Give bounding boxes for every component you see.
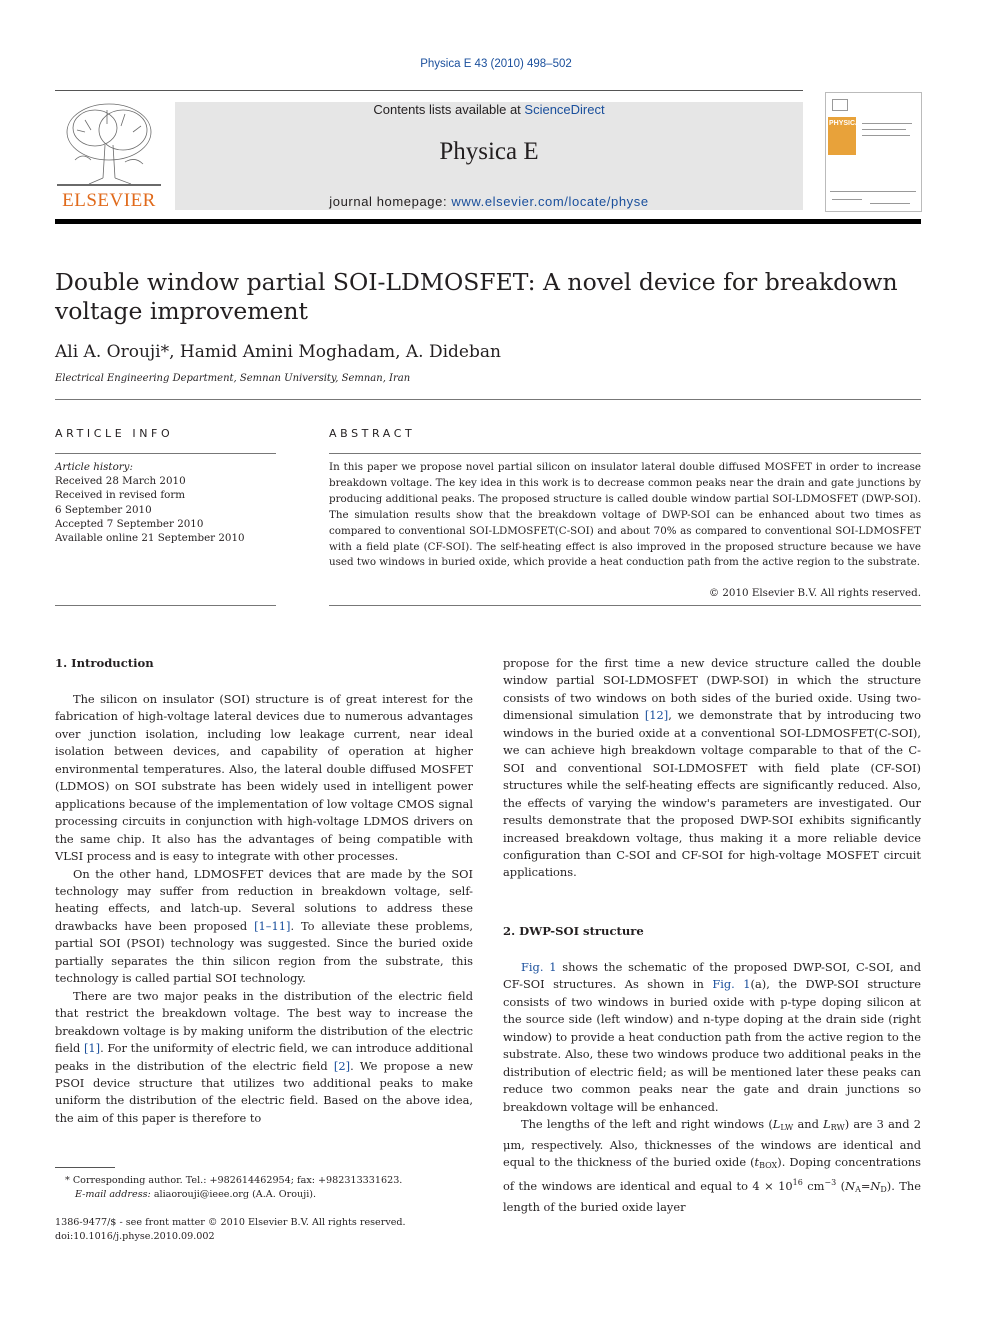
reference-link[interactable]: [12] [644, 708, 669, 723]
reference-link[interactable]: [2] [333, 1058, 351, 1073]
homepage-link[interactable]: www.elsevier.com/locate/physe [451, 194, 649, 209]
figure-link[interactable]: Fig. 1 [712, 977, 751, 992]
section-2-heading: 2. DWP-SOI structure [503, 924, 644, 938]
article-history [55, 460, 276, 545]
cover-rule [830, 191, 916, 192]
cover-rule [832, 199, 862, 200]
structure-paragraph-2 [503, 1116, 921, 1216]
affiliation: Electrical Engineering Department, Semnan University, Semnan, Iran [55, 373, 411, 384]
history-item: Received 28 March 2010 [55, 475, 186, 488]
symbol: t [754, 1154, 760, 1169]
cover-rule [862, 129, 906, 130]
footnote-rule [55, 1167, 115, 1168]
text-run: ). The length of the buried oxide layer [503, 1179, 921, 1214]
journal-banner [175, 102, 803, 210]
superscript: −3 [824, 1178, 837, 1188]
text-run: ) are 3 and 2 μm, respectively. Also, thicknesses of the windows are identical and equal to the thickness of the buried oxide ( [503, 1117, 921, 1169]
abstract-rule-bottom [329, 605, 921, 606]
structure-paragraph-1 [503, 959, 921, 1116]
text-run: The lengths of the left and right windows ( [521, 1117, 773, 1132]
text-run: On the other hand, LDMOSFET devices that are made by the SOI technology may suffer from reduction in breakdown voltage, self-heating effects, and latch-up. Several solutions to address these drawbacks have been proposed [55, 866, 473, 933]
cover-rule [832, 99, 848, 111]
publisher-logo-text: ELSEVIER [62, 190, 156, 211]
history-label: Article history: [55, 461, 133, 473]
history-item: Accepted 7 September 2010 [55, 517, 204, 530]
symbol: N [845, 1179, 856, 1194]
text-run: . For the uniformity of electric field, we can introduce additional peaks in the distribution of the electric field [55, 1041, 473, 1073]
contents-line [175, 102, 803, 117]
sciencedirect-link[interactable]: ScienceDirect [524, 102, 605, 117]
figure-link[interactable]: Fig. 1 [521, 960, 557, 974]
issn-line: 1386-9477/$ - see front matter © 2010 Elsevier B.V. All rights reserved. [55, 1217, 406, 1228]
text-run: cm [802, 1179, 825, 1194]
subscript: LW [780, 1123, 794, 1133]
header-rule [55, 90, 803, 91]
text-run: ). Doping concentrations of the windows are identical and equal to 4 × 10 [503, 1154, 922, 1194]
text-run: shows the schematic of the proposed DWP-SOI, C-SOI, and CF-SOI structures. As shown in [503, 960, 921, 992]
intro-paragraph-3-continued [503, 655, 921, 882]
abstract-heading: ABSTRACT [329, 427, 416, 440]
subscript: RW [830, 1123, 845, 1133]
history-item: 6 September 2010 [55, 503, 152, 516]
symbol: N [870, 1179, 881, 1194]
history-item: Available online 21 September 2010 [55, 532, 245, 545]
text-run: ( [836, 1179, 846, 1194]
article-info-rule-top [55, 453, 276, 454]
corresponding-author-note: * Corresponding author. Tel.: +982614462954; fax: +982313331623. [65, 1175, 403, 1186]
email-note [55, 1188, 473, 1202]
homepage-prefix: journal homepage: [329, 194, 452, 209]
title-line-2: voltage improvement [55, 297, 308, 325]
text-run: (a), the DWP-SOI structure consists of two windows in buried oxide with p-type doping silicon at the source side (left window) and n-type doping at the drain side (right window) to provide a heat conduction path from the active region to the substrate. Also, these two windows produce two additional peaks in the distribution of electric field; as will be mentioned later these peaks can reduce two common peaks near the gate and drain junctions so breakdown voltage will be enhanced. [503, 977, 922, 1114]
text-run: = [860, 1179, 871, 1194]
article-info-heading: ARTICLE INFO [55, 427, 174, 440]
elsevier-tree-icon [55, 100, 163, 188]
intro-paragraph-2 [55, 866, 473, 988]
cover-rule [862, 123, 912, 124]
section-1-heading: 1. Introduction [55, 656, 154, 670]
intro-paragraph-3 [55, 988, 473, 1128]
article-title [55, 268, 921, 326]
article-info-rule-bottom [55, 605, 276, 606]
symbol: L [772, 1117, 781, 1132]
left-column [55, 691, 473, 1127]
cover-band-text: PHYSICA [829, 120, 861, 127]
journal-citation[interactable]: Physica E 43 (2010) 498–502 [420, 58, 572, 70]
journal-cover-thumbnail [825, 92, 922, 212]
text-run: propose for the first time a new device structure called the double window partial SOI-LDMOSFET (DWP-SOI) in which the structure consists of two windows on both sides of the buried oxide. Using two-dimensional simulation [503, 656, 921, 723]
history-item: Received in revised form [55, 489, 186, 502]
reference-link[interactable]: [1–11] [254, 918, 291, 933]
subscript: BOX [759, 1160, 778, 1170]
cover-rule [862, 135, 910, 136]
homepage-line [175, 194, 803, 209]
authors: Ali A. Orouji*, Hamid Amini Moghadam, A. Dideban [55, 342, 501, 362]
text-run: and [793, 1117, 824, 1132]
cover-rule [870, 203, 910, 204]
symbol: L [823, 1117, 831, 1132]
intro-paragraph-1: The silicon on insulator (SOI) structure is of great interest for the fabrication of high-voltage lateral devices due to numerous advantages over junction isolation, including low leakage current, near ideal isolation between devices, and capability of operation at higher environmental temperatures. Also, the lateral double diffused MOSFET (LDMOS) on SOI substrate has been widely used in intelligent power applications because of the implementation of low voltage CMOS signal processing circuits in conjunction with high-voltage LDMOS drivers on the same chip. It also has the advantages of being compatible with VLSI process and is easy to integrate with other processes. [55, 692, 473, 864]
right-column-top [503, 655, 921, 882]
footnote [55, 1174, 473, 1203]
right-column-bottom [503, 959, 921, 1216]
text-run: . To alleviate these problems, partial SOI (PSOI) technology was suggested. Since the buried oxide partially separates the thin silicon region from the substrate, this technology is called partial SOI technology. [55, 918, 473, 986]
subscript: A [855, 1185, 861, 1195]
reference-link[interactable]: [1] [83, 1041, 101, 1056]
contents-prefix: Contents lists available at [373, 102, 525, 117]
title-rule [55, 399, 921, 400]
elsevier-logo [55, 100, 163, 212]
email-address[interactable]: aliaorouji@ieee.org (A.A. Orouji). [150, 1189, 317, 1201]
text-run: , we demonstrate that by introducing two windows in the buried oxide at a conventional SOI-LDMOSFET(C-SOI), we can achieve high breakdown voltage comparable to that of the C-SOI and conventional SOI-LDMOSFET with field plate (CF-SOI) structures while the self-heating effects are significantly reduced. Also, the effects of varying the window's parameters are investigated. Our results demonstrate that the proposed DWP-SOI exhibits significantly increased breakdown voltage, thus making it a more reliable device configuration than C-SOI and CF-SOI for high-voltage MOSFET circuit applications. [503, 708, 921, 880]
header-thick-rule [55, 219, 921, 224]
doi-line[interactable]: doi:10.1016/j.physe.2010.09.002 [55, 1231, 215, 1243]
text-run: There are two major peaks in the distribution of the electric field that restrict the breakdown voltage. The best way to increase the breakdown voltage is by making uniform the distribution of the electric field [55, 988, 473, 1056]
email-label: E-mail address: [75, 1189, 151, 1201]
issn-block [55, 1216, 473, 1245]
subscript: D [880, 1185, 887, 1195]
text-run: . We propose a new PSOI device structure that utilizes two additional peaks to make uniform the distribution of the electric field. Based on the above idea, the aim of this paper is therefore to [55, 1058, 473, 1125]
abstract-text: In this paper we propose novel partial silicon on insulator lateral double diffused MOSFET in order to increase breakdown voltage. The key idea in this work is to decrease common peaks near the drain and gate junctions by producing additional peaks. The proposed structure is called double window partial SOI-LDMOSFET (DWP-SOI). The simulation results show that the breakdown voltage of DWP-SOI can be enhanced about two times as compared to conventional SOI-LDMOSFET(C-SOI) and about 70% as compared to conventional SOI-LDMOSFET with a field plate (CF-SOI). The self-heating effect is also improved in the proposed structure because we have used two windows in buried oxide, which provide a heat conduction path from the active region to the substrate. [329, 461, 921, 569]
superscript: 16 [792, 1178, 803, 1188]
abstract-rule-top [329, 453, 921, 454]
title-line-1: Double window partial SOI-LDMOSFET: A novel device for breakdown [55, 268, 898, 296]
journal-title: Physica E [439, 138, 539, 165]
abstract-copyright: © 2010 Elsevier B.V. All rights reserved. [708, 587, 921, 599]
